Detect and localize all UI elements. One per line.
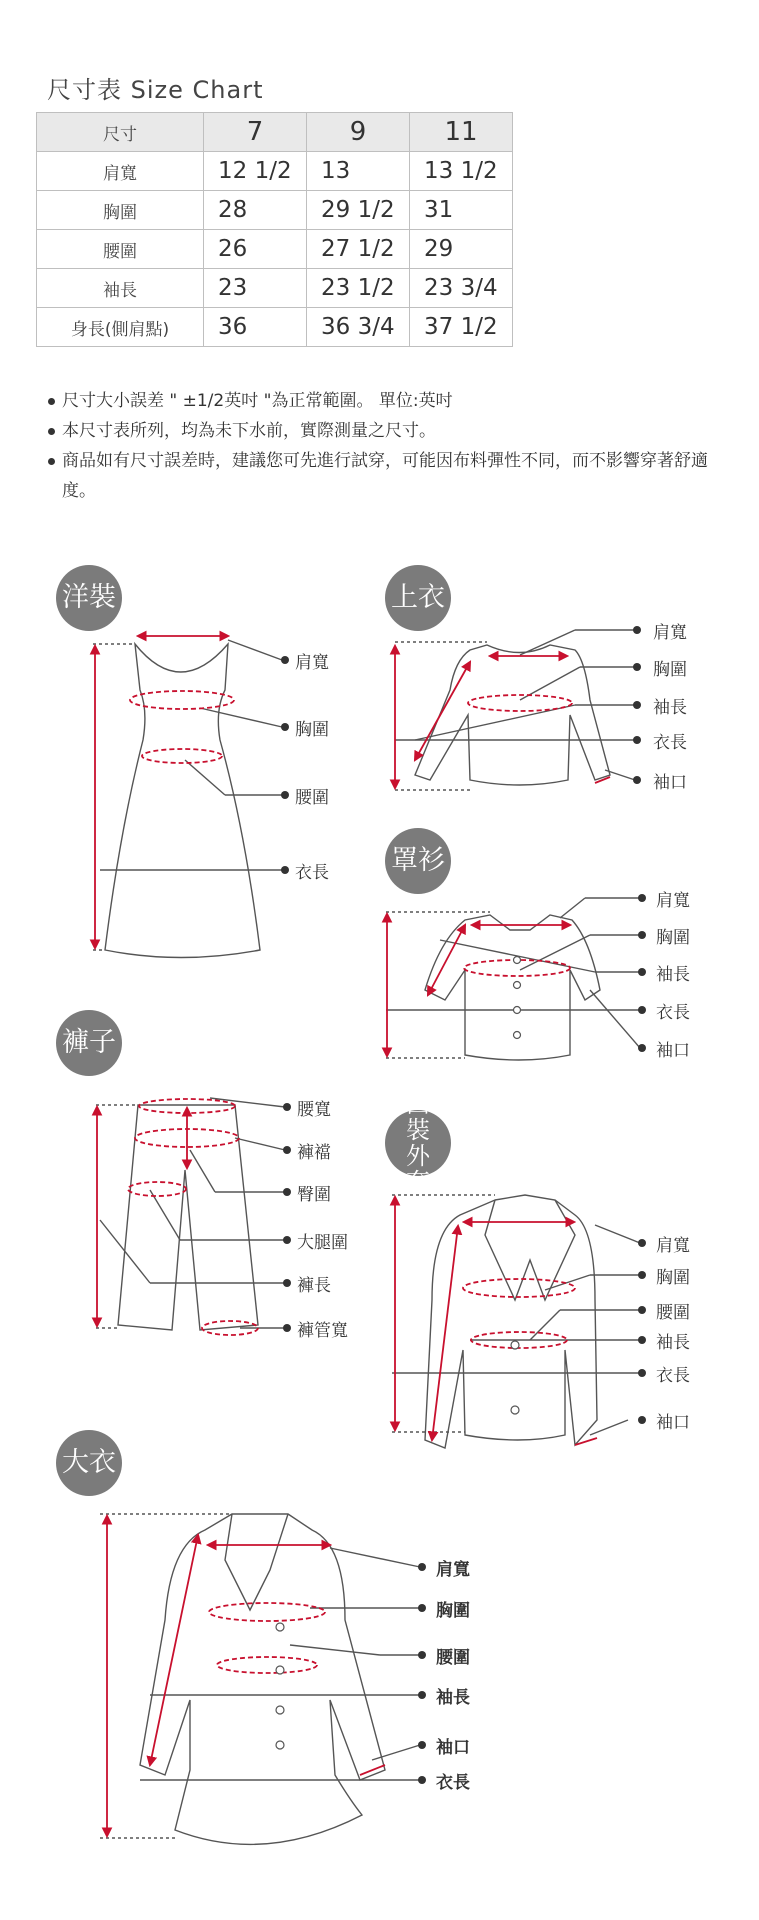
blouse-label: 肩寬 — [656, 891, 690, 911]
pants-illustration — [96, 1098, 285, 1330]
coat-label: 腰圍 — [436, 1648, 470, 1668]
pants-label: 腰寬 — [297, 1100, 331, 1120]
coat-label: 衣長 — [436, 1773, 470, 1793]
top-label: 袖長 — [653, 698, 687, 718]
top-label: 肩寬 — [653, 623, 687, 643]
suit-label: 腰圍 — [656, 1303, 690, 1323]
cell: 27 1/2 — [307, 230, 410, 269]
badge-coat: 大衣 — [56, 1430, 122, 1496]
dress-label: 腰圍 — [295, 788, 329, 808]
dress-label: 衣長 — [295, 863, 329, 883]
cell: 36 — [204, 308, 307, 347]
coat-label: 袖口 — [436, 1738, 470, 1758]
cell: 12 1/2 — [204, 152, 307, 191]
row-label: 肩寬 — [37, 152, 204, 191]
blouse-label: 衣長 — [656, 1003, 690, 1023]
cell: 23 3/4 — [410, 269, 513, 308]
blouse-label: 袖口 — [656, 1041, 690, 1061]
blouse-label: 袖長 — [656, 965, 690, 985]
cell: 37 1/2 — [410, 308, 513, 347]
coat-label: 胸圍 — [436, 1601, 470, 1621]
cell: 28 — [204, 191, 307, 230]
badge-dress: 洋裝 — [56, 565, 122, 631]
row-label: 胸圍 — [37, 191, 204, 230]
dress-label: 胸圍 — [295, 720, 329, 740]
cell: 23 1/2 — [307, 269, 410, 308]
cell: 13 1/2 — [410, 152, 513, 191]
note-item: 尺寸大小誤差 " ±1/2英吋 "為正常範圍。 單位:英吋 — [46, 386, 726, 416]
badge-suit: 西裝外套 — [385, 1110, 451, 1176]
coat-label: 袖長 — [436, 1688, 470, 1708]
header-11: 11 — [410, 113, 513, 152]
badge-blouse: 罩衫 — [385, 828, 451, 894]
top-illustration — [395, 630, 635, 790]
top-label: 胸圍 — [653, 660, 687, 680]
pants-label: 褲管寬 — [297, 1321, 348, 1341]
pants-label: 褲襠 — [297, 1143, 331, 1163]
cell: 26 — [204, 230, 307, 269]
cell: 29 1/2 — [307, 191, 410, 230]
coat-label: 肩寬 — [436, 1560, 470, 1580]
note-item: 商品如有尺寸誤差時，建議您可先進行試穿，可能因布料彈性不同，而不影響穿著舒適度。 — [46, 446, 726, 506]
pants-label: 大腿圍 — [297, 1233, 348, 1253]
badge-pants: 褲子 — [56, 1010, 122, 1076]
size-chart-title: 尺寸表 Size Chart — [47, 76, 264, 104]
pants-label: 褲長 — [297, 1276, 331, 1296]
pants-label: 臀圍 — [297, 1185, 331, 1205]
badge-top: 上衣 — [385, 565, 451, 631]
cell: 29 — [410, 230, 513, 269]
suit-label: 衣長 — [656, 1366, 690, 1386]
header-size: 尺寸 — [37, 113, 204, 152]
dress-illustration — [93, 640, 285, 958]
dress-label: 肩寬 — [295, 653, 329, 673]
row-label: 袖長 — [37, 269, 204, 308]
cell: 31 — [410, 191, 513, 230]
top-label: 衣長 — [653, 733, 687, 753]
cell: 36 3/4 — [307, 308, 410, 347]
suit-label: 肩寬 — [656, 1236, 690, 1256]
note-item: 本尺寸表所列，均為未下水前，實際測量之尺寸。 — [46, 416, 726, 446]
coat-illustration — [100, 1514, 420, 1844]
header-9: 9 — [307, 113, 410, 152]
cell: 13 — [307, 152, 410, 191]
suit-label: 胸圍 — [656, 1268, 690, 1288]
blouse-label: 胸圍 — [656, 928, 690, 948]
suit-label: 袖長 — [656, 1333, 690, 1353]
top-label: 袖口 — [653, 773, 687, 793]
suit-label: 袖口 — [656, 1413, 690, 1433]
header-7: 7 — [204, 113, 307, 152]
row-label: 腰圍 — [37, 230, 204, 269]
row-label: 身長(側肩點) — [37, 308, 204, 347]
cell: 23 — [204, 269, 307, 308]
